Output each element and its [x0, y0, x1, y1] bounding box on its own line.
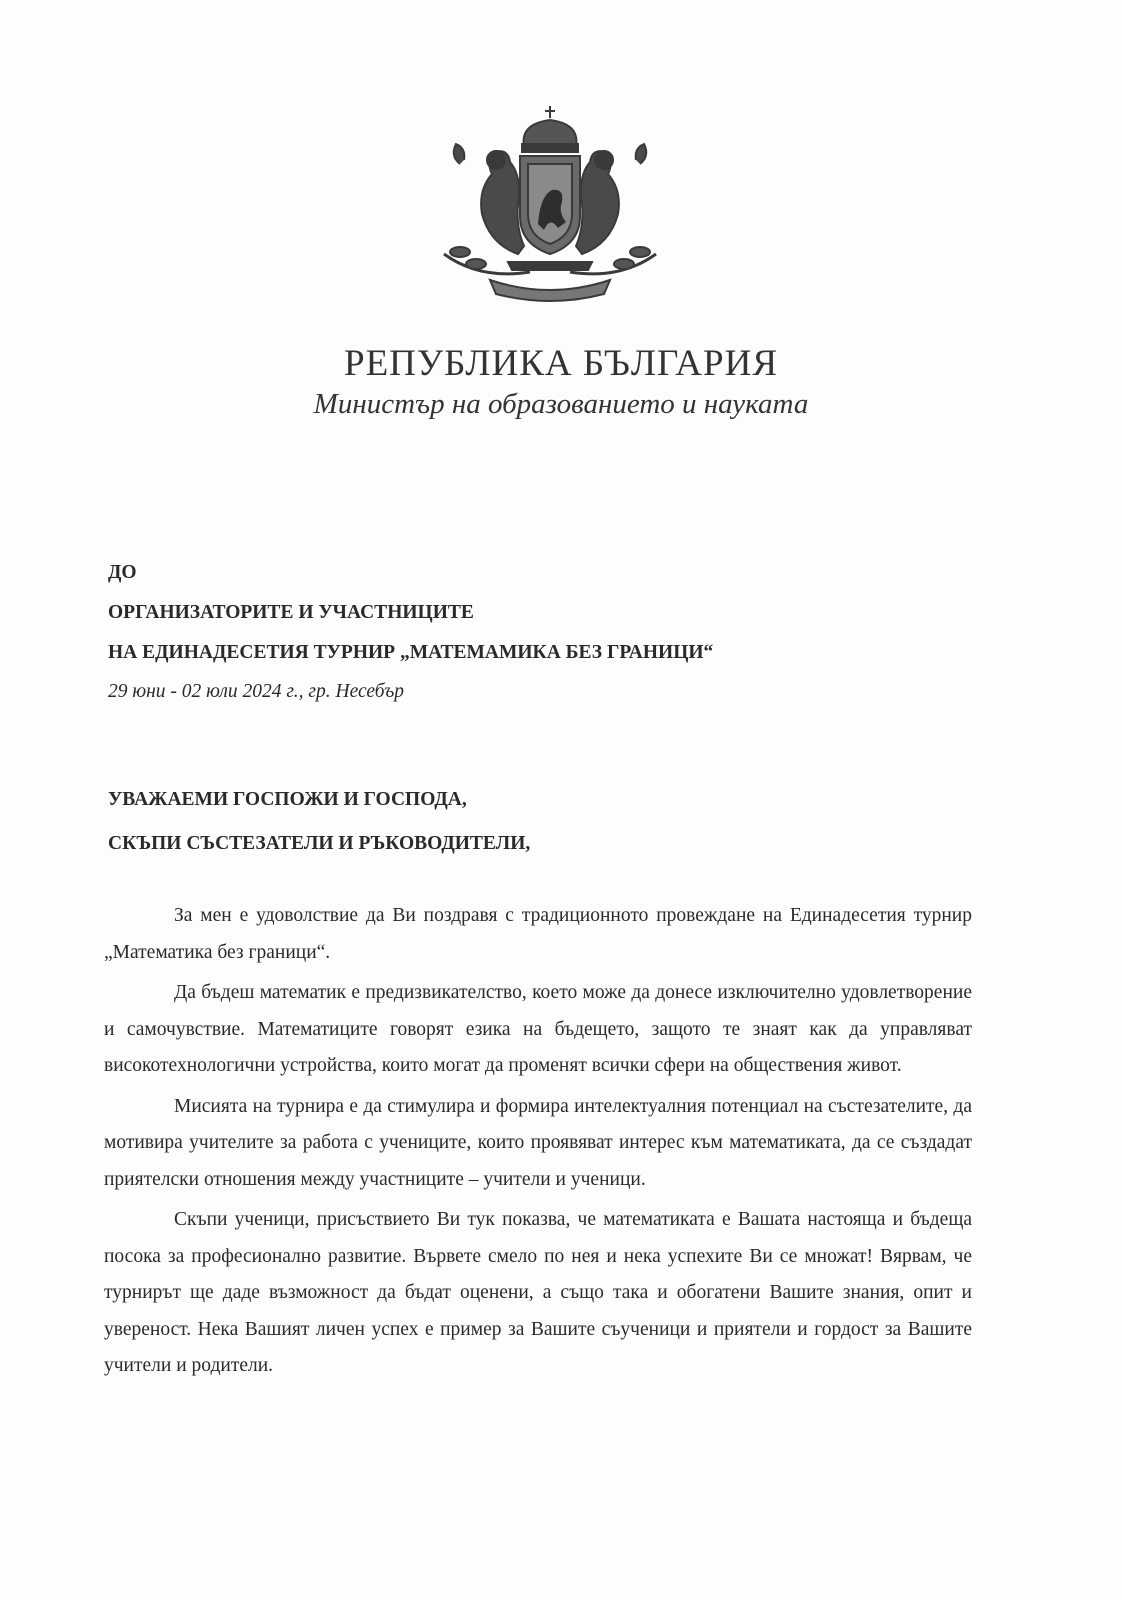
country-title: РЕПУБЛИКА БЪЛГАРИЯ	[344, 343, 778, 384]
coat-of-arms-icon	[420, 104, 680, 304]
event-date-place: 29 юни - 02 юли 2024 г., гр. Несебър	[108, 681, 404, 702]
addressee-tournament: НА ЕДИНАДЕСЕТИЯ ТУРНИР „МАТЕМАМИКА БЕЗ ГРАНИЦИ“	[108, 642, 714, 663]
salutation-line-2: СКЪПИ СЪСТЕЗАТЕЛИ И РЪКОВОДИТЕЛИ,	[108, 833, 531, 854]
salutation-block	[108, 778, 1008, 866]
letter-body	[104, 898, 972, 1389]
addressee-to: ДО	[108, 562, 137, 583]
body-paragraph: Мисията на турнира е да стимулира и формира интелектуалния потенциал на състезателите, да мотивира учителите за работа с учениците, които проявяват интерес към математиката, да се създадат приятелски отношения между участниците – учители и ученици.	[104, 1095, 972, 1190]
addressee-organizers: ОРГАНИЗАТОРИТЕ И УЧАСТНИЦИТЕ	[108, 602, 474, 623]
salutation-line-1: УВАЖАЕМИ ГОСПОЖИ И ГОСПОДА,	[108, 789, 467, 810]
body-paragraph: Скъпи ученици, присъствието Ви тук показва, че математиката е Вашата настояща и бъдеща посока за професионално развитие. Вървете смело по нея и нека успехите Ви се множат! Вярвам, че турнирът ще даде възможност да бъдат оценени, а също така и обогатени Вашите знания, опит и увереност. Нека Вашият личен успех е пример за Вашите съученици и приятели и гордост за Вашите учители и родители.	[104, 1209, 972, 1376]
body-paragraph: Да бъдеш математик е предизвикателство, което може да донесе изключително удовлетворение и самочувствие. Математиците говорят езика на бъдещето, защото те знаят как да управляват високотехнологични устройства, които могат да променят всички сфери на обществения живот.	[104, 982, 972, 1076]
ministry-subtitle: Министър на образованието и науката	[313, 388, 809, 420]
addressee-block	[108, 552, 1008, 712]
body-paragraph: За мен е удоволствие да Ви поздравя с традиционното провеждане на Единадесетия турнир „Математика без граници“.	[104, 905, 972, 963]
